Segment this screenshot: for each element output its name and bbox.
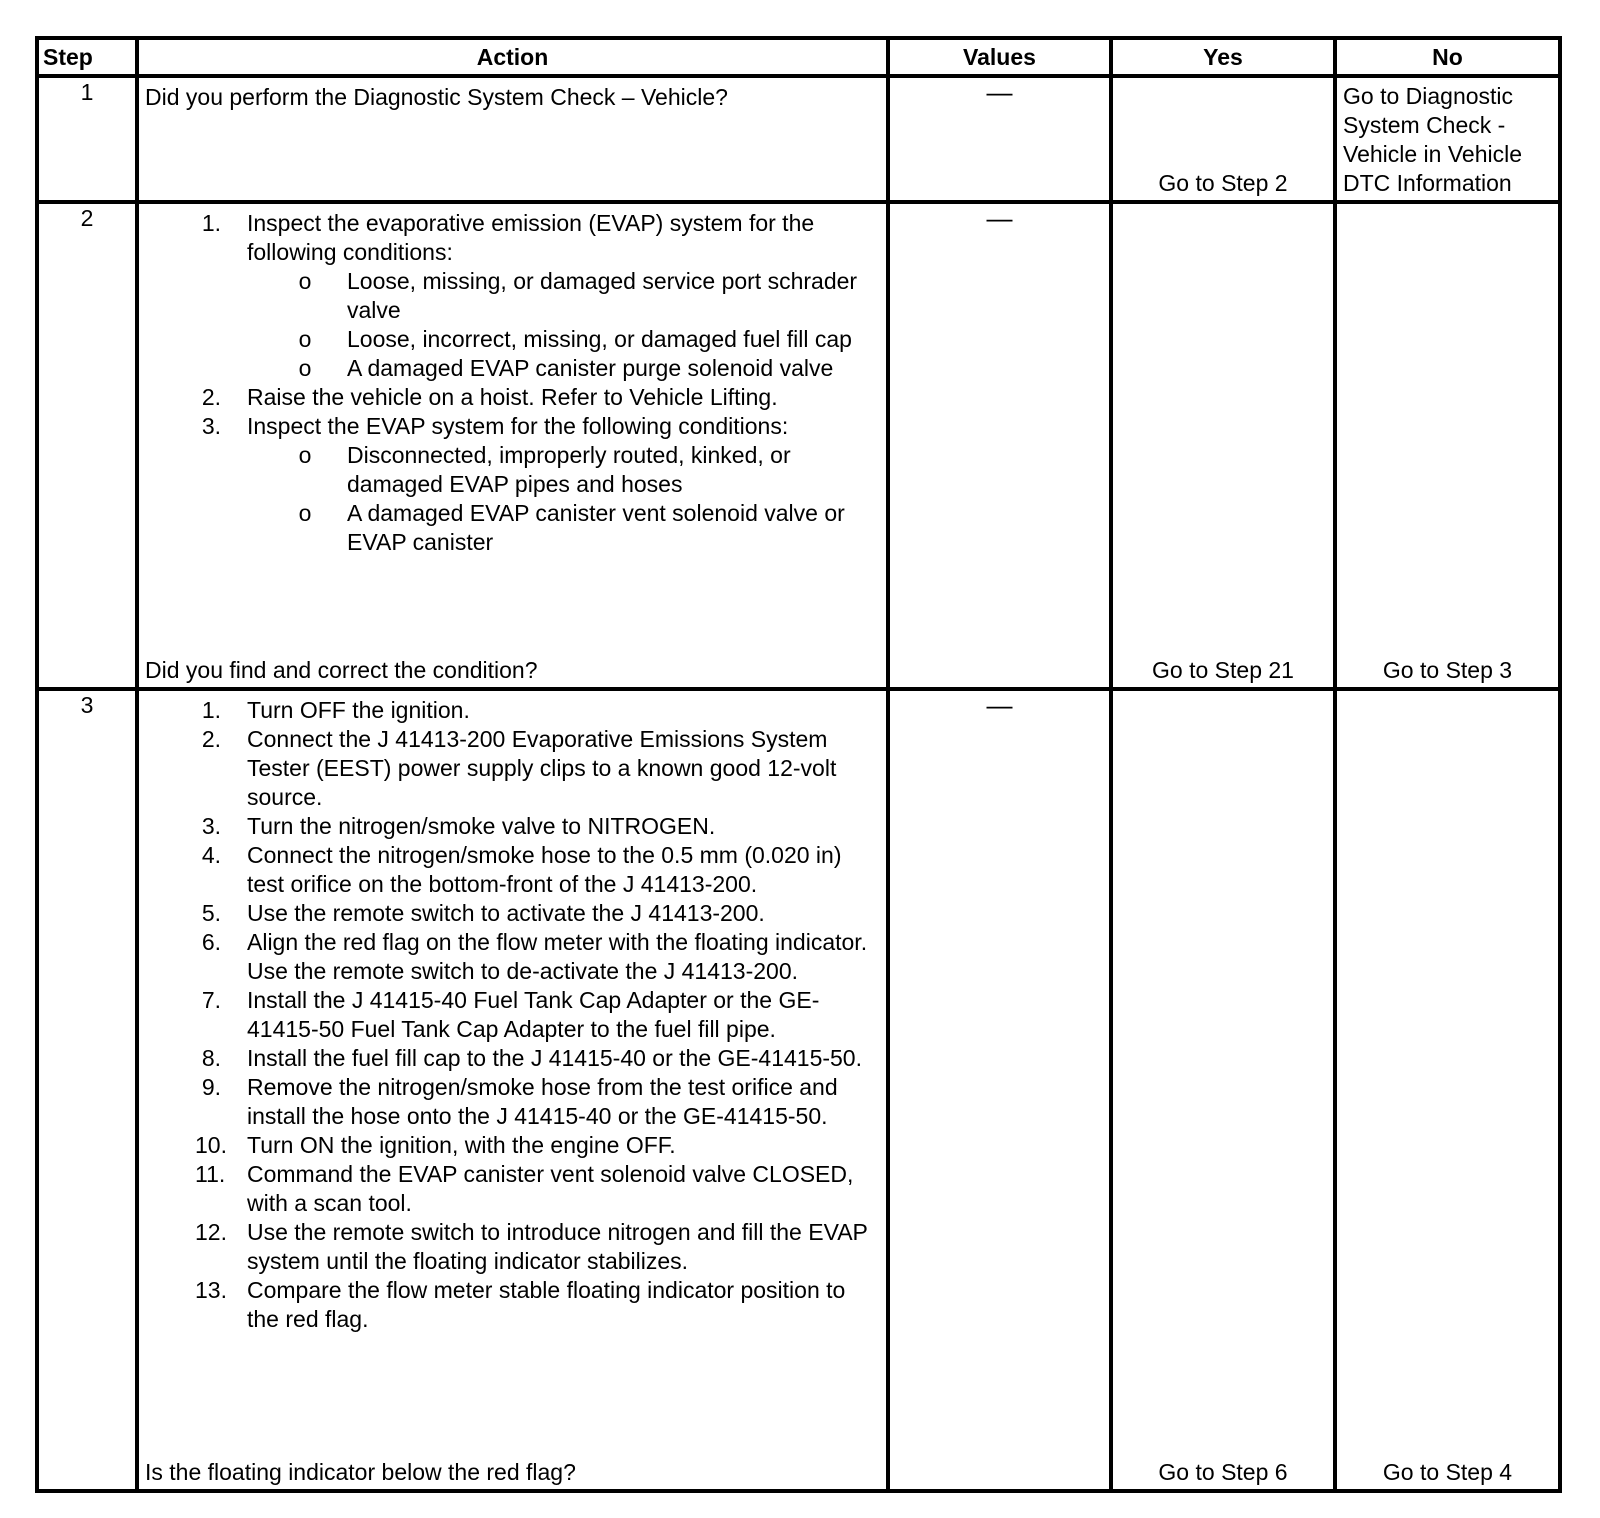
item-number: 7. <box>201 987 221 1013</box>
instruction-item <box>195 412 880 557</box>
instruction-list <box>145 691 880 1334</box>
item-text: Remove the nitrogen/smoke hose from the test orifice and install the hose onto the J 41415-40 or the GE-41415-50. <box>247 1074 838 1129</box>
instruction-item <box>195 383 880 412</box>
condition-list <box>247 267 880 383</box>
yes-link[interactable]: Go to Step 6 <box>1158 1459 1288 1485</box>
item-number: 1. <box>201 697 221 723</box>
header-step: Step <box>37 38 137 76</box>
instruction-item <box>195 1218 880 1276</box>
step-number: 3 <box>37 689 137 1491</box>
condition-text: Loose, missing, or damaged service port schrader valve <box>347 268 858 323</box>
item-text: Turn OFF the ignition. <box>247 697 470 723</box>
values-cell <box>888 76 1111 202</box>
instruction-item <box>195 899 880 928</box>
item-number: 8. <box>201 1045 221 1071</box>
instruction-item <box>195 986 880 1044</box>
item-number: 12. <box>195 1219 227 1245</box>
item-text: Raise the vehicle on a hoist. Refer to Vehicle Lifting. <box>247 384 778 410</box>
instruction-list <box>145 204 880 557</box>
bullet-icon: o <box>298 355 312 381</box>
condition-text: Loose, incorrect, missing, or damaged fuel fill cap <box>347 326 852 352</box>
item-text: Connect the J 41413-200 Evaporative Emissions System Tester (EEST) power supply clips to a known good 12-volt source. <box>247 726 837 810</box>
instruction-item <box>195 1131 880 1160</box>
item-text: Compare the flow meter stable floating indicator position to the red flag. <box>247 1277 846 1332</box>
item-text: Turn the nitrogen/smoke valve to NITROGEN. <box>247 813 716 839</box>
item-text: Use the remote switch to introduce nitrogen and fill the EVAP system until the floating indicator stabilizes. <box>247 1219 868 1274</box>
step-number: 1 <box>37 76 137 202</box>
action-cell <box>137 202 888 689</box>
bullet-icon: o <box>298 442 312 468</box>
condition-item <box>295 325 880 354</box>
action-question: Is the floating indicator below the red flag? <box>145 1459 576 1485</box>
item-number: 4. <box>201 842 221 868</box>
item-text: Command the EVAP canister vent solenoid valve CLOSED, with a scan tool. <box>247 1161 854 1216</box>
yes-cell <box>1111 689 1335 1491</box>
condition-item <box>295 441 880 499</box>
condition-item <box>295 267 880 325</box>
header-action: Action <box>137 38 888 76</box>
table-row-step-1 <box>37 76 1560 202</box>
value-dash: — <box>986 77 1013 107</box>
instruction-item <box>195 1160 880 1218</box>
table-row-step-3 <box>37 689 1560 1491</box>
yes-cell <box>1111 76 1335 202</box>
instruction-item <box>195 1044 880 1073</box>
instruction-item <box>195 209 880 383</box>
item-text: Connect the nitrogen/smoke hose to the 0.5 mm (0.020 in) test orifice on the bottom-front of the J 41413-200. <box>247 842 842 897</box>
values-cell <box>888 202 1111 689</box>
bullet-icon: o <box>298 326 312 352</box>
condition-list <box>247 441 880 557</box>
item-number: 1. <box>201 210 221 236</box>
item-number: 6. <box>201 929 221 955</box>
item-number: 5. <box>201 900 221 926</box>
item-number: 10. <box>195 1132 227 1158</box>
item-text: Install the fuel fill cap to the J 41415-40 or the GE-41415-50. <box>247 1045 862 1071</box>
header-row <box>37 38 1560 76</box>
item-number: 2. <box>201 384 221 410</box>
condition-text: A damaged EVAP canister vent solenoid valve or EVAP canister <box>347 500 845 555</box>
yes-link[interactable]: Go to Step 21 <box>1152 657 1294 683</box>
no-cell <box>1335 76 1560 202</box>
instruction-item <box>195 725 880 812</box>
item-text: Install the J 41415-40 Fuel Tank Cap Adapter or the GE-41415-50 Fuel Tank Cap Adapter to the fuel fill pipe. <box>247 987 820 1042</box>
item-text: Inspect the evaporative emission (EVAP) system for the following conditions: <box>247 210 815 265</box>
header-values: Values <box>888 38 1111 76</box>
header-yes: Yes <box>1111 38 1335 76</box>
item-text: Inspect the EVAP system for the following conditions: <box>247 413 789 439</box>
step-number: 2 <box>37 202 137 689</box>
item-text: Turn ON the ignition, with the engine OFF. <box>247 1132 676 1158</box>
value-dash: — <box>986 203 1013 233</box>
item-text: Use the remote switch to activate the J 41413-200. <box>247 900 765 926</box>
no-link[interactable]: Go to Diagnostic System Check - Vehicle in Vehicle DTC Information <box>1343 83 1523 196</box>
bullet-icon: o <box>298 268 312 294</box>
no-link[interactable]: Go to Step 4 <box>1382 1459 1513 1485</box>
item-number: 2. <box>201 726 221 752</box>
yes-link[interactable]: Go to Step 2 <box>1158 170 1288 196</box>
instruction-item <box>195 696 880 725</box>
condition-text: Disconnected, improperly routed, kinked, or damaged EVAP pipes and hoses <box>347 442 791 497</box>
condition-text: A damaged EVAP canister purge solenoid valve <box>347 355 834 381</box>
yes-cell <box>1111 202 1335 689</box>
item-number: 3. <box>201 413 221 439</box>
item-number: 11. <box>195 1161 226 1187</box>
item-number: 13. <box>195 1277 227 1303</box>
no-link[interactable]: Go to Step 3 <box>1382 657 1513 683</box>
item-text: Align the red flag on the flow meter with the floating indicator. Use the remote switch to de-activate the J 41413-200. <box>247 929 868 984</box>
bullet-icon: o <box>298 500 312 526</box>
value-dash: — <box>986 690 1013 720</box>
table-row-step-2 <box>37 202 1560 689</box>
action-cell <box>137 76 888 202</box>
condition-item <box>295 499 880 557</box>
item-number: 9. <box>201 1074 221 1100</box>
diagnostic-table <box>35 36 1562 1493</box>
values-cell <box>888 689 1111 1491</box>
condition-item <box>295 354 880 383</box>
instruction-item <box>195 1073 880 1131</box>
header-no: No <box>1335 38 1560 76</box>
instruction-item <box>195 812 880 841</box>
action-cell <box>137 689 888 1491</box>
action-question: Did you perform the Diagnostic System Check – Vehicle? <box>145 84 728 110</box>
action-question: Did you find and correct the condition? <box>145 657 538 683</box>
item-number: 3. <box>201 813 221 839</box>
instruction-item <box>195 1276 880 1334</box>
no-cell <box>1335 689 1560 1491</box>
instruction-item <box>195 928 880 986</box>
no-cell <box>1335 202 1560 689</box>
instruction-item <box>195 841 880 899</box>
